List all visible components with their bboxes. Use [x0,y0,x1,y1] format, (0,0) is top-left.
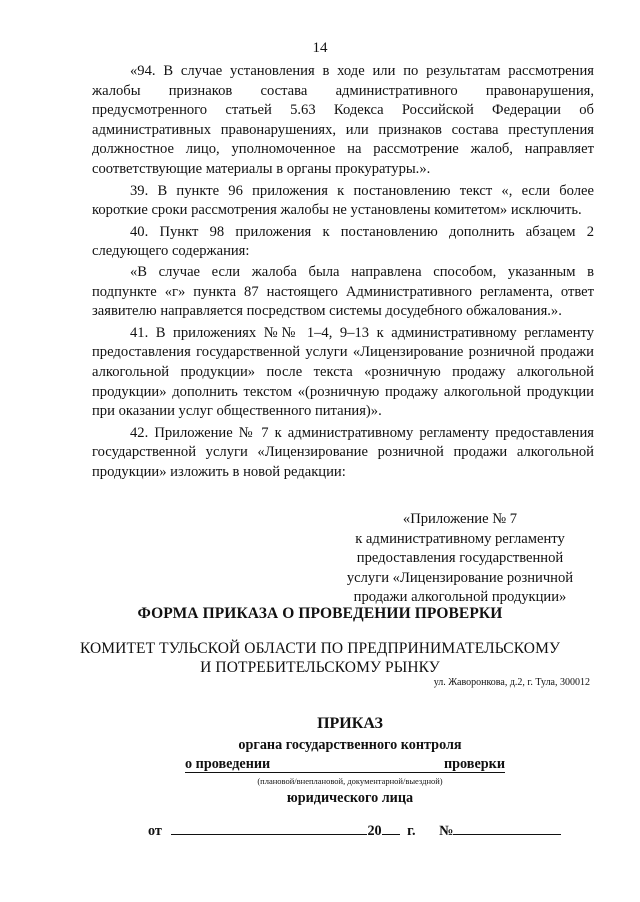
appendix-line: к административному регламенту [355,530,565,547]
conduct-left: о проведении [185,756,271,772]
appendix-line: предоставления государственной [356,550,564,566]
conduct-right: проверки [443,756,505,772]
appendix-line: продажи алкогольной продукции» [353,589,567,605]
paragraph-41: 41. В приложениях №№ 1–4, 9–13 к административному регламенту предоставления государственной услуги «Лицензирование розничной продажи алкогольной продукции» после текста «розничную продажу алкогольной продукции» дополнить текстом «(розничную продажу алкогольной продукции при оказании услуг общественного питания)». [92,324,594,420]
paragraph-42: 42. Приложение № 7 к административному регламенту предоставления государственной услуги «Лицензирование розничной продажи алкогольной продукции» изложить в новой редакции: [92,424,594,480]
date-number-line [148,820,561,840]
date-blank [171,820,367,835]
body-text [92,62,594,482]
paragraph-94: «94. В случае установления в ходе или по результатам рассмотрения жалобы признаков состава административного правонарушения, предусмотренного статьей 5.63 Кодекса Российской Федерации об административных правонарушениях, или признаков состава преступления должностное лицо, уполномоченное на рассмотрение жалоб, направляет соответствующие материалы в органы прокуратуры.». [92,63,594,177]
committee-address: ул. Жаворонкова, д.2, г. Тула, 300012 [433,677,590,688]
date-from-label: от [148,823,162,839]
page-number: 14 [312,40,328,56]
committee-name [0,639,640,677]
committee-line: КОМИТЕТ ТУЛЬСКОЙ ОБЛАСТИ ПО ПРЕДПРИНИМАТЕЛЬСКОМУ [79,640,561,657]
year-prefix: 20 [367,823,382,839]
paragraph-39: 39. В пункте 96 приложения к постановлению текст «, если более короткие сроки рассмотрения жалобы не установлены комитетом» исключить. [92,182,594,219]
number-sign: № [439,823,454,839]
order-organ: органа государственного контроля [238,737,462,753]
paragraph-40: 40. Пункт 98 приложения к постановлению дополнить абзацем 2 следующего содержания: [92,223,594,260]
paragraph-quote: «В случае если жалоба была направлена способом, указанным в подпункте «г» пункта 87 настоящего Административного регламента, ответ заявителю направляется посредством системы досудебного обжалования.». [92,263,594,320]
check-type-note: (плановой/внеплановой, документарной/выездной) [257,776,443,786]
appendix-header [330,510,590,608]
year-blank [382,820,400,835]
form-title: ФОРМА ПРИКАЗА О ПРОВЕДЕНИИ ПРОВЕРКИ [137,605,503,622]
year-suffix: г. [407,823,416,839]
order-title: ПРИКАЗ [317,715,383,732]
appendix-line: услуги «Лицензирование розничной [346,569,574,586]
number-blank [453,820,561,835]
committee-line: И ПОТРЕБИТЕЛЬСКОМУ РЫНКУ [200,659,440,676]
conduct-line [185,756,505,773]
appendix-line: «Приложение № 7 [402,511,518,527]
legal-entity: юридического лица [286,790,414,806]
